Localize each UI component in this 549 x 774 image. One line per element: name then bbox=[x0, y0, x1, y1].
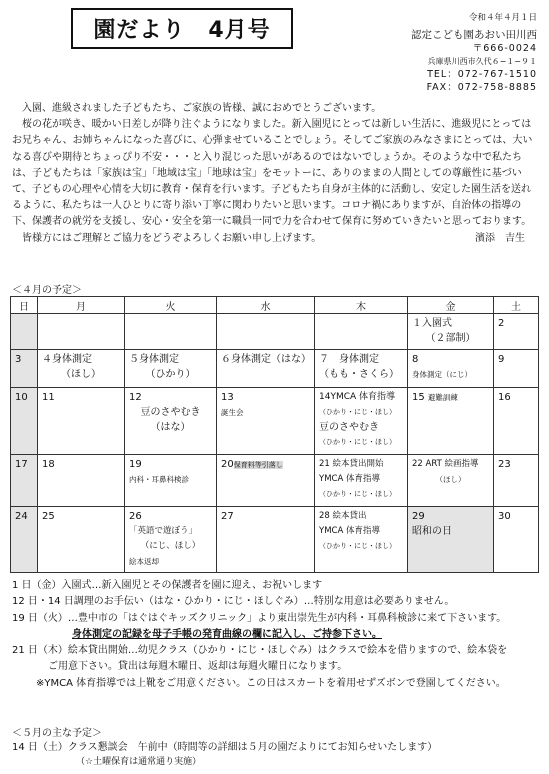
address: 兵庫県川西市久代６−１−９１ bbox=[427, 57, 537, 66]
day-header-fri: 金 bbox=[408, 297, 494, 314]
may-event-note: （☆土曜保育は通常通り実施） bbox=[76, 757, 202, 767]
calendar-cell bbox=[38, 314, 125, 350]
calendar-cell bbox=[217, 507, 315, 573]
cell-event: 豆のさやむき bbox=[319, 422, 379, 433]
cell-event: YMCA 体育指導 bbox=[319, 526, 380, 536]
april-schedule-label: ＜４月の予定＞ bbox=[12, 285, 82, 296]
phone-number: TEL：072-767-1510 bbox=[427, 69, 537, 80]
calendar-week-4 bbox=[11, 455, 539, 507]
schedule-notes bbox=[12, 578, 540, 692]
organization-name: 認定こども園あおい田川西 bbox=[411, 29, 537, 41]
cell-event: 内科・耳鼻科検診 bbox=[129, 475, 189, 484]
signer-name: 濱添 吉生 bbox=[475, 232, 525, 244]
cell-day: ４身体測定 bbox=[42, 354, 92, 365]
note-line: ご用意下さい。貸出は毎週木曜日、返却は毎週火曜日になります。 bbox=[48, 661, 348, 673]
calendar-cell bbox=[217, 455, 315, 507]
calendar-cell bbox=[38, 388, 125, 455]
day-number: 15 bbox=[412, 392, 425, 403]
cell-event: （２部制） bbox=[425, 333, 476, 344]
may-event: 14 日（土）クラス懇談会 午前中（時間等の詳細は５月の園だよりにてお知らせいたします） bbox=[12, 742, 438, 753]
note-line-emphasis: 身体測定の記録を母子手帳の発育曲線の欄に記入し、ご持参下さい。 bbox=[72, 628, 382, 640]
cell-day bbox=[412, 390, 489, 405]
cell-day: １入園式 bbox=[412, 318, 452, 329]
cell-event: （ひかり・にじ・ほし） bbox=[319, 490, 396, 498]
calendar-header-row bbox=[11, 297, 539, 314]
cell-event: （はな） bbox=[150, 422, 191, 433]
greeting-section bbox=[12, 101, 537, 247]
greeting-closing: 皆様方にはご理解とご協力をどうぞよろしくお願い申し上げます。 bbox=[22, 232, 322, 244]
cell-event: （ほし） bbox=[435, 475, 466, 484]
april-calendar bbox=[10, 296, 539, 573]
cell-day: ６身体測定（はな） bbox=[221, 354, 311, 365]
calendar-cell bbox=[125, 455, 217, 507]
calendar-cell bbox=[11, 350, 38, 388]
issue-date: 令和４年４月１日 bbox=[468, 13, 537, 23]
cell-day: 25 bbox=[42, 511, 55, 522]
note-line: 21 日（木）絵本貸出開始…幼児クラス（ひかり・にじ・ほしぐみ）はクラスで絵本を借りますので、絵本袋を bbox=[12, 645, 508, 657]
newsletter-title-box bbox=[71, 8, 293, 49]
cell-day: 27 bbox=[221, 511, 234, 522]
cell-day: 8 bbox=[412, 354, 419, 365]
calendar-cell bbox=[125, 388, 217, 455]
cell-event: （ほし） bbox=[61, 369, 101, 380]
cell-day: ７ 身体測定 bbox=[319, 354, 379, 365]
calendar-cell bbox=[11, 507, 38, 573]
cell-day: 21 絵本貸出開始 bbox=[319, 459, 384, 469]
cell-day: ５身体測定 bbox=[129, 354, 179, 365]
cell-day: 23 bbox=[498, 459, 511, 470]
calendar-week-2 bbox=[11, 350, 539, 388]
calendar-cell bbox=[125, 507, 217, 573]
calendar-cell bbox=[494, 350, 539, 388]
calendar-cell bbox=[38, 455, 125, 507]
calendar-cell bbox=[408, 388, 494, 455]
calendar-cell bbox=[408, 350, 494, 388]
calendar-cell bbox=[408, 314, 494, 350]
cell-day: 18 bbox=[42, 459, 55, 470]
calendar-cell bbox=[315, 314, 408, 350]
calendar-cell bbox=[315, 388, 408, 455]
cell-day: 12 bbox=[129, 392, 142, 403]
cell-event: 昭和の日 bbox=[412, 526, 452, 537]
calendar-cell bbox=[38, 507, 125, 573]
may-schedule bbox=[12, 727, 437, 769]
cell-day: 16 bbox=[498, 392, 511, 403]
cell-day: 24 bbox=[15, 511, 28, 522]
day-number: 20 bbox=[221, 459, 234, 470]
day-header-thu: 木 bbox=[315, 297, 408, 314]
fax-number: FAX：072-758-8885 bbox=[426, 82, 537, 93]
note-line: 12 日・14 日調理のお手伝い（はな・ひかり・にじ・ほしぐみ）…特別な用意は必要ありません。 bbox=[12, 596, 455, 608]
greeting-closing-line bbox=[12, 231, 537, 247]
cell-day: 3 bbox=[15, 354, 22, 365]
cell-day: 2 bbox=[498, 318, 505, 329]
cell-event: 身体測定（にじ） bbox=[412, 370, 472, 379]
cell-day: 29 bbox=[412, 511, 425, 522]
calendar-cell bbox=[217, 388, 315, 455]
calendar-cell bbox=[315, 507, 408, 573]
note-line: 19 日（火）…豊中市の「はぐはぐキッズクリニック」より東出崇先生が内科・耳鼻科検診に来て下さいます。 bbox=[12, 612, 507, 624]
cell-event: （にじ、ほし） bbox=[140, 541, 201, 551]
day-header-sun: 日 bbox=[11, 297, 38, 314]
calendar-cell-holiday bbox=[408, 507, 494, 573]
cell-event: （もも・さくら） bbox=[319, 369, 399, 380]
calendar-cell bbox=[494, 455, 539, 507]
cell-day: 22 ART 絵画指導 bbox=[412, 459, 479, 469]
calendar-week-3 bbox=[11, 388, 539, 455]
postal-code: 〒666-0024 bbox=[472, 43, 537, 54]
note-line: 1 日（金）入園式…新入園児とその保護者を園に迎え、お祝いします bbox=[12, 580, 323, 591]
day-header-mon: 月 bbox=[38, 297, 125, 314]
header-info bbox=[367, 12, 537, 94]
calendar-cell bbox=[125, 314, 217, 350]
calendar-cell bbox=[125, 350, 217, 388]
calendar-cell bbox=[11, 388, 38, 455]
cell-event: （ひかり） bbox=[145, 369, 196, 380]
note-line: ※YMCA 体育指導では上靴をご用意ください。この日はスカートを着用せずズボンで登園してください。 bbox=[36, 677, 506, 689]
cell-day: 28 絵本貸出 bbox=[319, 511, 367, 521]
day-header-tue: 火 bbox=[125, 297, 217, 314]
cell-event: （ひかり・にじ・ほし） bbox=[319, 408, 396, 416]
newsletter-title: 園だより 4月号 bbox=[93, 18, 271, 43]
greeting-paragraph-1: 入園、進級されました子どもたち、ご家族の皆様、誠におめでとうございます。 bbox=[22, 103, 382, 114]
cell-event: （ひかり・にじ・ほし） bbox=[319, 542, 396, 550]
cell-event: YMCA 体育指導 bbox=[319, 474, 380, 484]
cell-day: 13 bbox=[221, 392, 234, 403]
may-schedule-label: ＜５月の主な予定＞ bbox=[12, 728, 102, 739]
cell-day: 17 bbox=[15, 459, 28, 470]
calendar-cell bbox=[408, 455, 494, 507]
greeting-paragraph-2: 桜の花が咲き、暖かい日差しが降り注ぐようになりました。新入園児にとっては新しい生活に、進級児にとってはお兄ちゃん、お姉ちゃんになった喜びに、心弾ませていることでしょう。そしてご家族のみなさまにとっては、大いなる喜びや期待とちょっぴり不安・・・と入り混じった思いがあるのではないでしょうか。そのような中で私たちは、子どもたちは「家族は宝」「地域は宝」「地球は宝」をモットーに、ありのままの人間としての尊厳性に基づいて、子どもの心理や心情を大切に教育・保育を行います。子どもたち自身が主体的に活動し、安定した園生活を送れるように、私たちは一人ひとりに寄り添い丁寧に関わりたいと思います。コロナ禍にありますが、自治体の指導の下、保護者の就労を支援し、安心・安全を第一に職員一同で力を合わせて保育に努めていきたいと思っております。 bbox=[12, 119, 533, 228]
calendar-cell bbox=[11, 455, 38, 507]
cell-day: 11 bbox=[42, 392, 55, 403]
cell-event: 誕生会 bbox=[221, 408, 244, 417]
calendar-cell bbox=[217, 350, 315, 388]
cell-day: 30 bbox=[498, 511, 511, 522]
cell-event: 「英語で遊ぼう」 bbox=[129, 526, 198, 536]
cell-event: 絵本返却 bbox=[129, 557, 159, 566]
calendar-cell bbox=[494, 507, 539, 573]
calendar-cell bbox=[315, 455, 408, 507]
cell-event: 避難訓練 bbox=[427, 393, 458, 402]
cell-day: 14YMCA 体育指導 bbox=[319, 392, 396, 402]
cell-event: （ひかり・にじ・ほし） bbox=[319, 438, 396, 446]
cell-day: 26 bbox=[129, 511, 142, 522]
calendar-cell bbox=[217, 314, 315, 350]
cell-day: 9 bbox=[498, 354, 505, 365]
cell-day bbox=[221, 457, 310, 473]
day-header-sat: 土 bbox=[494, 297, 539, 314]
calendar-cell bbox=[315, 350, 408, 388]
calendar-cell bbox=[494, 314, 539, 350]
calendar-week-5 bbox=[11, 507, 539, 573]
calendar-cell bbox=[11, 314, 38, 350]
calendar-cell bbox=[494, 388, 539, 455]
calendar-week-1 bbox=[11, 314, 539, 350]
cell-day: 19 bbox=[129, 459, 142, 470]
calendar-cell bbox=[38, 350, 125, 388]
cell-event: 保育料等引落し bbox=[233, 461, 283, 469]
day-header-wed: 水 bbox=[217, 297, 315, 314]
cell-event: 豆のさやむき bbox=[140, 407, 201, 418]
cell-day: 10 bbox=[15, 392, 28, 403]
